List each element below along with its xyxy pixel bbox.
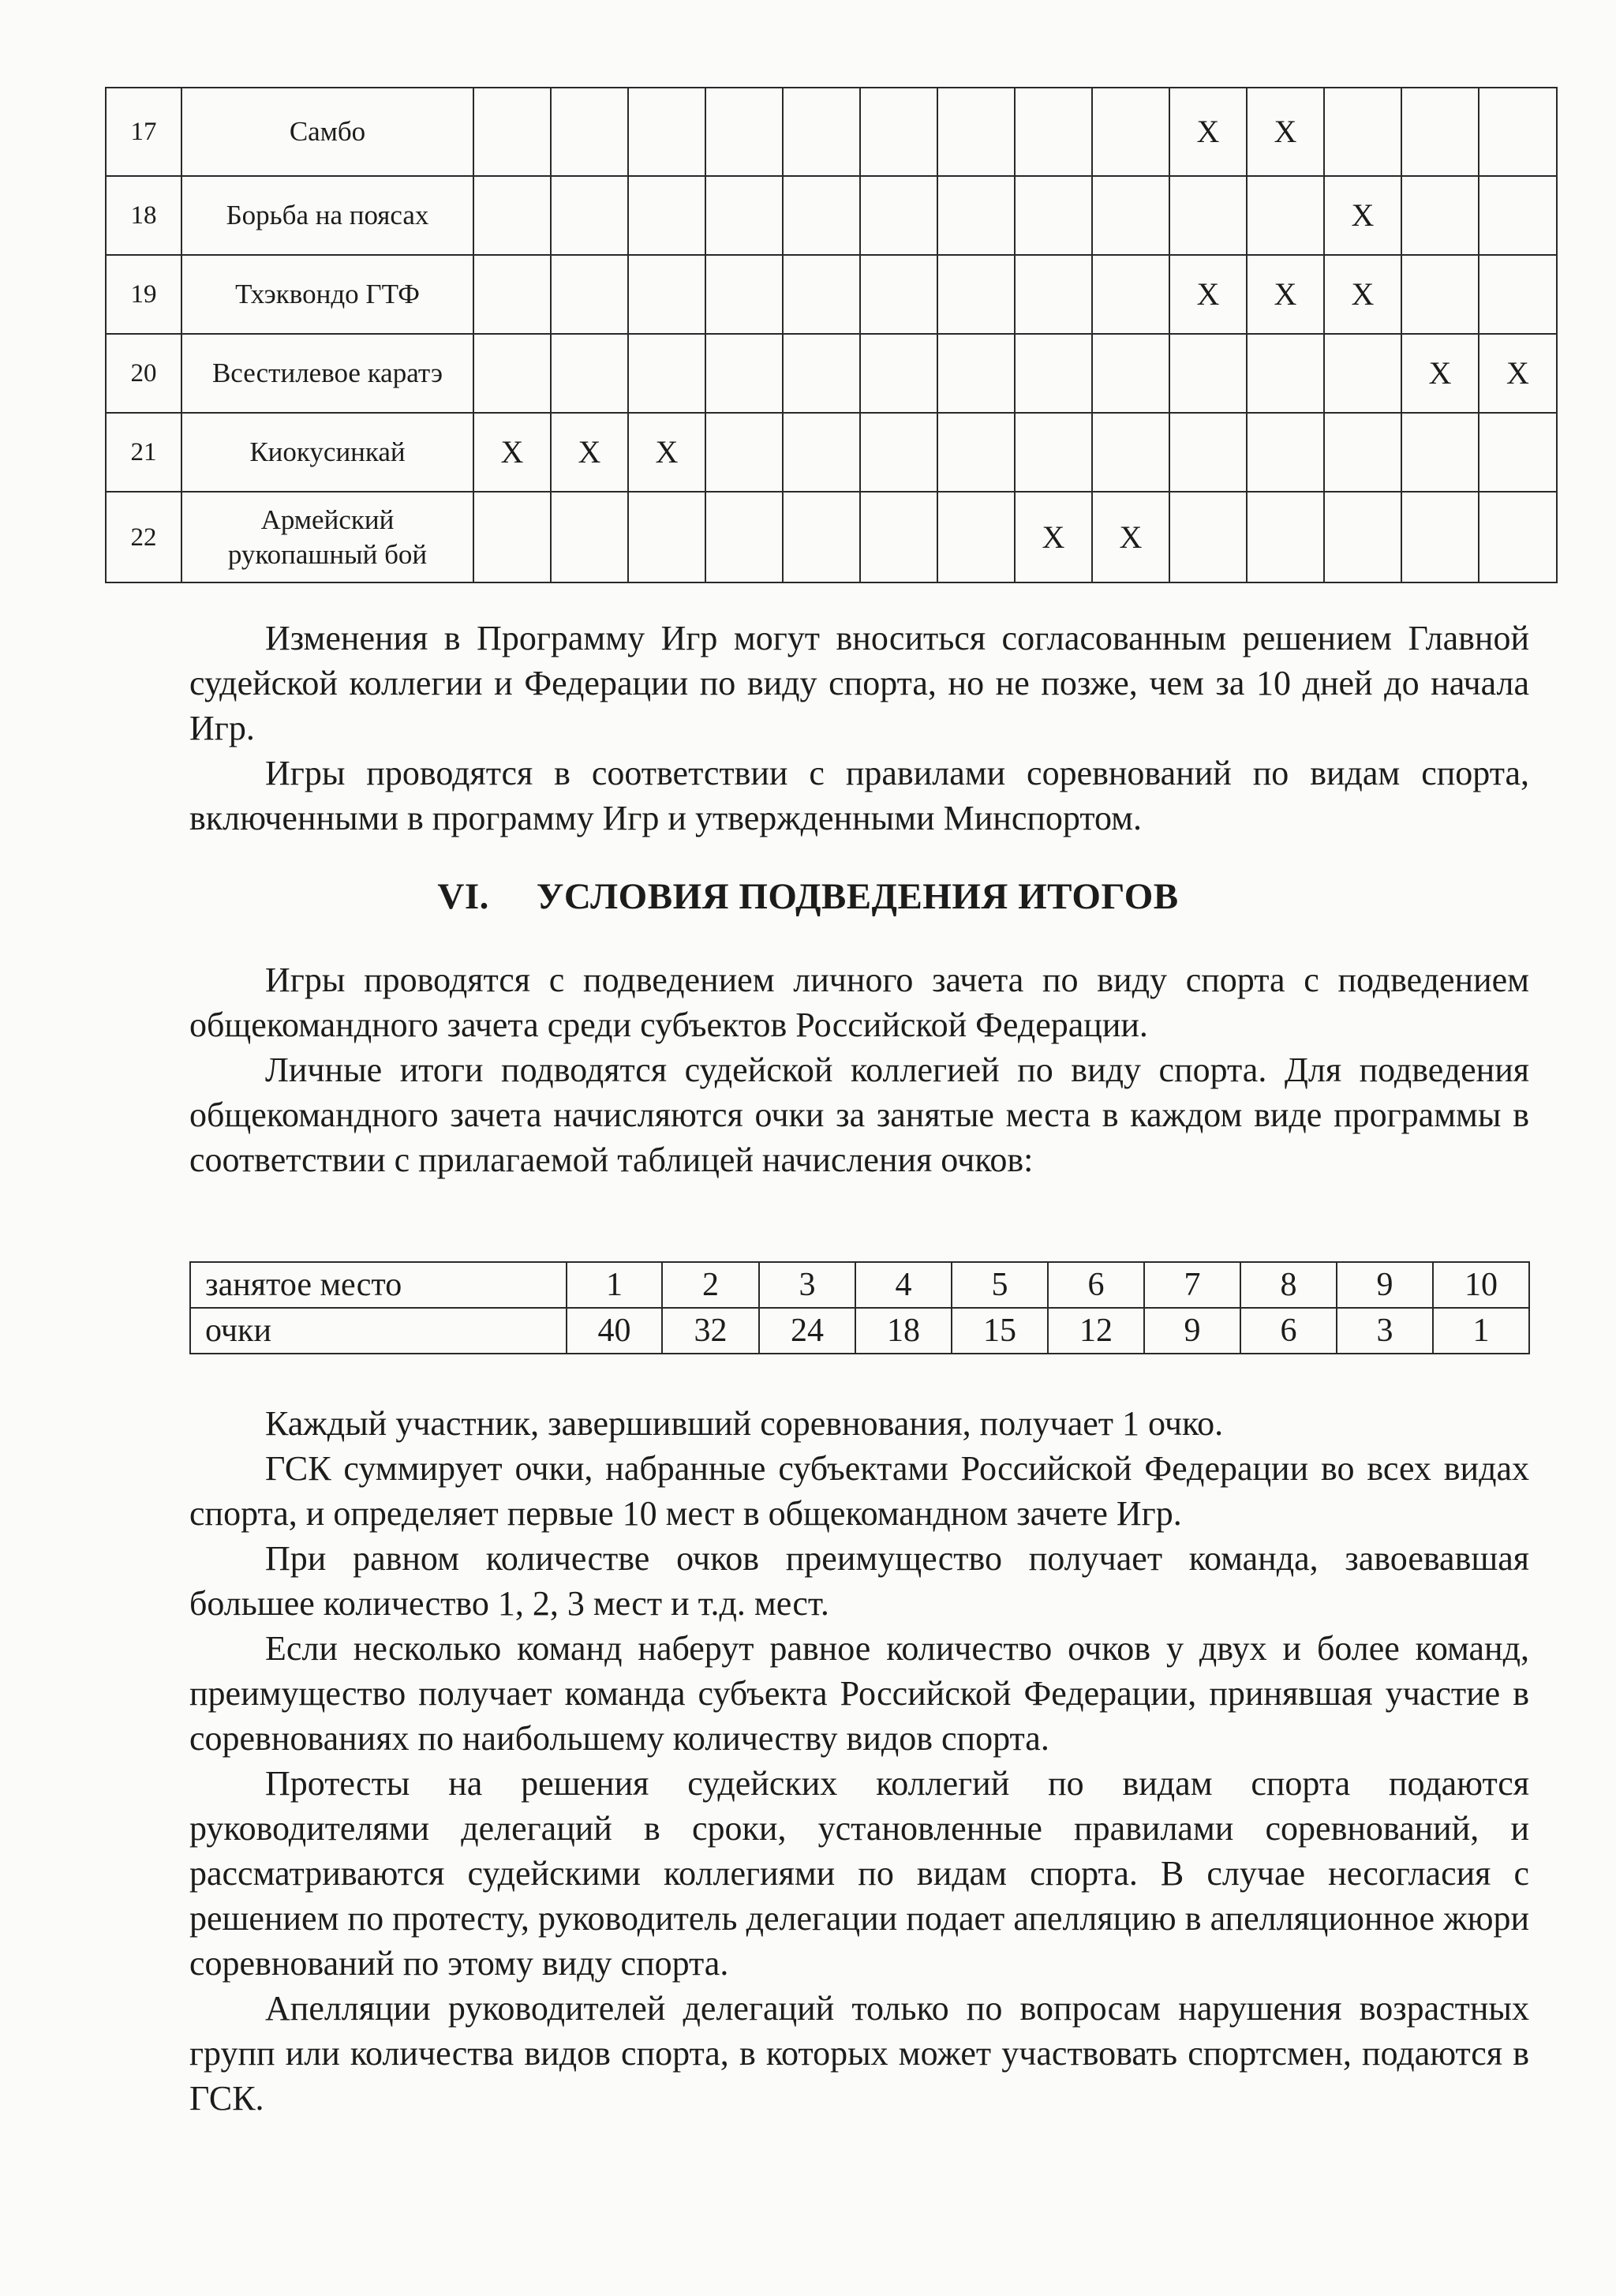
section-number: VI. — [437, 876, 489, 917]
schedule-mark-cell: X — [1247, 88, 1324, 176]
schedule-mark-cell — [860, 176, 937, 255]
paragraph-rules: Игры проводятся в соответствии с правилами соревнований по видам спорта, включенными в программу Игр и утвержденными Минспортом. — [189, 754, 1529, 837]
schedule-mark-cell — [705, 176, 783, 255]
schedule-mark-cell — [1401, 413, 1479, 492]
points-cell: 12 — [1048, 1308, 1144, 1354]
schedule-mark-cell — [937, 334, 1015, 413]
schedule-mark-cell: X — [1324, 255, 1401, 334]
schedule-mark-cell — [473, 255, 551, 334]
paragraph-protests: Протесты на решения судейских коллегий по видам спорта подаются руководителями делегаций в сроки, установленные правилами соревнований, и рассматриваются судейскими коллегиями по видам спорта. В случае несогласия с решением по протесту, руководитель делегации подает апелляцию в апелляционное жюри соревнований по этому виду спорта. — [189, 1764, 1529, 1983]
schedule-mark-cell: X — [1169, 255, 1247, 334]
schedule-mark-cell: X — [1247, 255, 1324, 334]
schedule-mark-cell — [783, 492, 860, 582]
schedule-mark-cell — [473, 492, 551, 582]
points-cell: 9 — [1144, 1308, 1240, 1354]
schedule-mark-cell — [628, 255, 705, 334]
schedule-row — [106, 413, 1557, 492]
schedule-mark-cell — [551, 334, 628, 413]
schedule-mark-cell — [860, 88, 937, 176]
sport-name: Всестилевое каратэ — [181, 334, 473, 413]
schedule-mark-cell — [1015, 334, 1092, 413]
points-label: очки — [190, 1308, 567, 1354]
paragraph-program-changes: Изменения в Программу Игр могут вноситься согласованным решением Главной судейской коллегии и Федерации по виду спорта, но не позже, чем за 10 дней до начала Игр. — [189, 619, 1529, 747]
place-cell: 9 — [1337, 1262, 1433, 1308]
points-cell: 6 — [1240, 1308, 1337, 1354]
schedule-mark-cell — [705, 413, 783, 492]
schedule-mark-cell — [628, 492, 705, 582]
place-cell: 8 — [1240, 1262, 1337, 1308]
place-cell: 5 — [952, 1262, 1048, 1308]
schedule-mark-cell — [551, 88, 628, 176]
program-changes-text — [189, 616, 1529, 841]
place-cell: 10 — [1433, 1262, 1529, 1308]
points-cell: 3 — [1337, 1308, 1433, 1354]
schedule-mark-cell — [1324, 492, 1401, 582]
points-table-points-row — [190, 1308, 1529, 1354]
schedule-mark-cell — [1247, 334, 1324, 413]
schedule-mark-cell — [551, 176, 628, 255]
place-cell: 6 — [1048, 1262, 1144, 1308]
sport-name: Киокусинкай — [181, 413, 473, 492]
section-heading — [0, 873, 1616, 920]
paragraph-scoring-points: Личные итоги подводятся судейской коллегией по виду спорта. Для подведения общекомандного зачета начисляются очки за занятые места в каждом виде программы в соответствии с прилагаемой таблицей начисления очков: — [189, 1051, 1529, 1179]
schedule-mark-cell — [1401, 88, 1479, 176]
schedule-mark-cell — [705, 88, 783, 176]
schedule-row — [106, 176, 1557, 255]
schedule-mark-cell — [860, 413, 937, 492]
schedule-mark-cell — [628, 334, 705, 413]
scoring-intro-text — [189, 957, 1529, 1182]
points-table-place-row — [190, 1262, 1529, 1308]
schedule-mark-cell — [473, 176, 551, 255]
schedule-mark-cell — [473, 88, 551, 176]
schedule-mark-cell: X — [1324, 176, 1401, 255]
schedule-mark-cell — [783, 255, 860, 334]
sport-name: Тхэквондо ГТФ — [181, 255, 473, 334]
row-number: 17 — [106, 88, 181, 176]
schedule-mark-cell — [1092, 176, 1169, 255]
schedule-row — [106, 255, 1557, 334]
row-number: 20 — [106, 334, 181, 413]
schedule-mark-cell — [1324, 413, 1401, 492]
sport-name-line: рукопашный бой — [227, 538, 428, 570]
schedule-mark-cell — [1015, 176, 1092, 255]
schedule-row — [106, 492, 1557, 582]
paragraph-appeals: Апелляции руководителей делегаций только по вопросам нарушения возрастных групп или количества видов спорта, в которых может участвовать спортсмен, подаются в ГСК. — [189, 1989, 1529, 2118]
paragraph-participant-point: Каждый участник, завершивший соревнования, получает 1 очко. — [265, 1404, 1224, 1443]
schedule-mark-cell — [860, 334, 937, 413]
points-cell: 40 — [567, 1308, 662, 1354]
sport-name-line: Армейский — [260, 504, 395, 535]
points-table — [189, 1261, 1530, 1354]
sport-name: Борьба на поясах — [181, 176, 473, 255]
schedule-mark-cell: X — [1401, 334, 1479, 413]
schedule-mark-cell — [1015, 255, 1092, 334]
schedule-mark-cell: X — [551, 413, 628, 492]
schedule-mark-cell — [1092, 255, 1169, 334]
paragraph-gsk-summary: ГСК суммирует очки, набранные субъектами Российской Федерации во всех видах спорта, и определяет первые 10 мест в общекомандном зачете Игр. — [189, 1449, 1529, 1533]
schedule-mark-cell — [705, 334, 783, 413]
schedule-mark-cell — [1479, 413, 1557, 492]
points-cell: 32 — [662, 1308, 759, 1354]
schedule-mark-cell: X — [473, 413, 551, 492]
schedule-mark-cell — [628, 88, 705, 176]
schedule-mark-cell — [473, 334, 551, 413]
schedule-mark-cell — [1169, 413, 1247, 492]
scoring-rules-text — [189, 1401, 1529, 2121]
schedule-mark-cell — [705, 255, 783, 334]
schedule-mark-cell — [937, 413, 1015, 492]
points-cell: 24 — [759, 1308, 855, 1354]
schedule-mark-cell — [1169, 176, 1247, 255]
points-cell: 15 — [952, 1308, 1048, 1354]
schedule-mark-cell — [628, 176, 705, 255]
place-cell: 2 — [662, 1262, 759, 1308]
place-label: занятое место — [190, 1262, 567, 1308]
schedule-mark-cell: X — [1092, 492, 1169, 582]
schedule-mark-cell — [937, 176, 1015, 255]
schedule-mark-cell — [783, 413, 860, 492]
schedule-mark-cell — [937, 88, 1015, 176]
schedule-mark-cell — [1479, 492, 1557, 582]
schedule-mark-cell: X — [1479, 334, 1557, 413]
schedule-mark-cell — [1479, 255, 1557, 334]
schedule-mark-cell — [1015, 413, 1092, 492]
schedule-mark-cell — [1324, 88, 1401, 176]
schedule-mark-cell — [1479, 88, 1557, 176]
paragraph-equal-points: Если несколько команд наберут равное количество очков у двух и более команд, преимущество получает команда субъекта Российской Федерации, принявшая участие в соревнованиях по наибольшему количеству видов спорта. — [189, 1629, 1529, 1758]
schedule-mark-cell — [1015, 88, 1092, 176]
paragraph-tie-break: При равном количестве очков преимущество получает команда, завоевавшая большее количество 1, 2, 3 мест и т.д. мест. — [189, 1539, 1529, 1623]
schedule-mark-cell — [1169, 334, 1247, 413]
schedule-mark-cell — [783, 176, 860, 255]
section-title: УСЛОВИЯ ПОДВЕДЕНИЯ ИТОГОВ — [536, 876, 1179, 917]
schedule-mark-cell — [783, 334, 860, 413]
schedule-mark-cell — [1324, 334, 1401, 413]
schedule-mark-cell — [937, 492, 1015, 582]
schedule-mark-cell — [1401, 492, 1479, 582]
schedule-row — [106, 334, 1557, 413]
schedule-mark-cell — [1092, 334, 1169, 413]
schedule-mark-cell — [1247, 413, 1324, 492]
place-cell: 1 — [567, 1262, 662, 1308]
row-number: 22 — [106, 492, 181, 582]
schedule-mark-cell — [1479, 176, 1557, 255]
place-cell: 7 — [1144, 1262, 1240, 1308]
row-number: 18 — [106, 176, 181, 255]
schedule-mark-cell — [705, 492, 783, 582]
schedule-mark-cell — [1401, 176, 1479, 255]
schedule-mark-cell — [551, 492, 628, 582]
schedule-mark-cell — [860, 492, 937, 582]
row-number: 21 — [106, 413, 181, 492]
sport-name: Самбо — [181, 88, 473, 176]
place-cell: 3 — [759, 1262, 855, 1308]
place-cell: 4 — [855, 1262, 952, 1308]
schedule-mark-cell — [1092, 88, 1169, 176]
schedule-mark-cell — [1169, 492, 1247, 582]
paragraph-scoring-type: Игры проводятся с подведением личного зачета по виду спорта с подведением общекомандного зачета среди субъектов Российской Федерации. — [189, 961, 1529, 1044]
schedule-mark-cell: X — [1169, 88, 1247, 176]
schedule-mark-cell — [937, 255, 1015, 334]
schedule-row — [106, 88, 1557, 176]
schedule-mark-cell: X — [1015, 492, 1092, 582]
sport-name — [181, 492, 473, 582]
schedule-mark-cell: X — [628, 413, 705, 492]
schedule-mark-cell — [551, 255, 628, 334]
schedule-mark-cell — [1401, 255, 1479, 334]
sport-schedule-table — [105, 87, 1558, 583]
points-cell: 18 — [855, 1308, 952, 1354]
schedule-mark-cell — [860, 255, 937, 334]
schedule-mark-cell — [1092, 413, 1169, 492]
points-cell: 1 — [1433, 1308, 1529, 1354]
schedule-mark-cell — [783, 88, 860, 176]
row-number: 19 — [106, 255, 181, 334]
schedule-mark-cell — [1247, 492, 1324, 582]
schedule-mark-cell — [1247, 176, 1324, 255]
